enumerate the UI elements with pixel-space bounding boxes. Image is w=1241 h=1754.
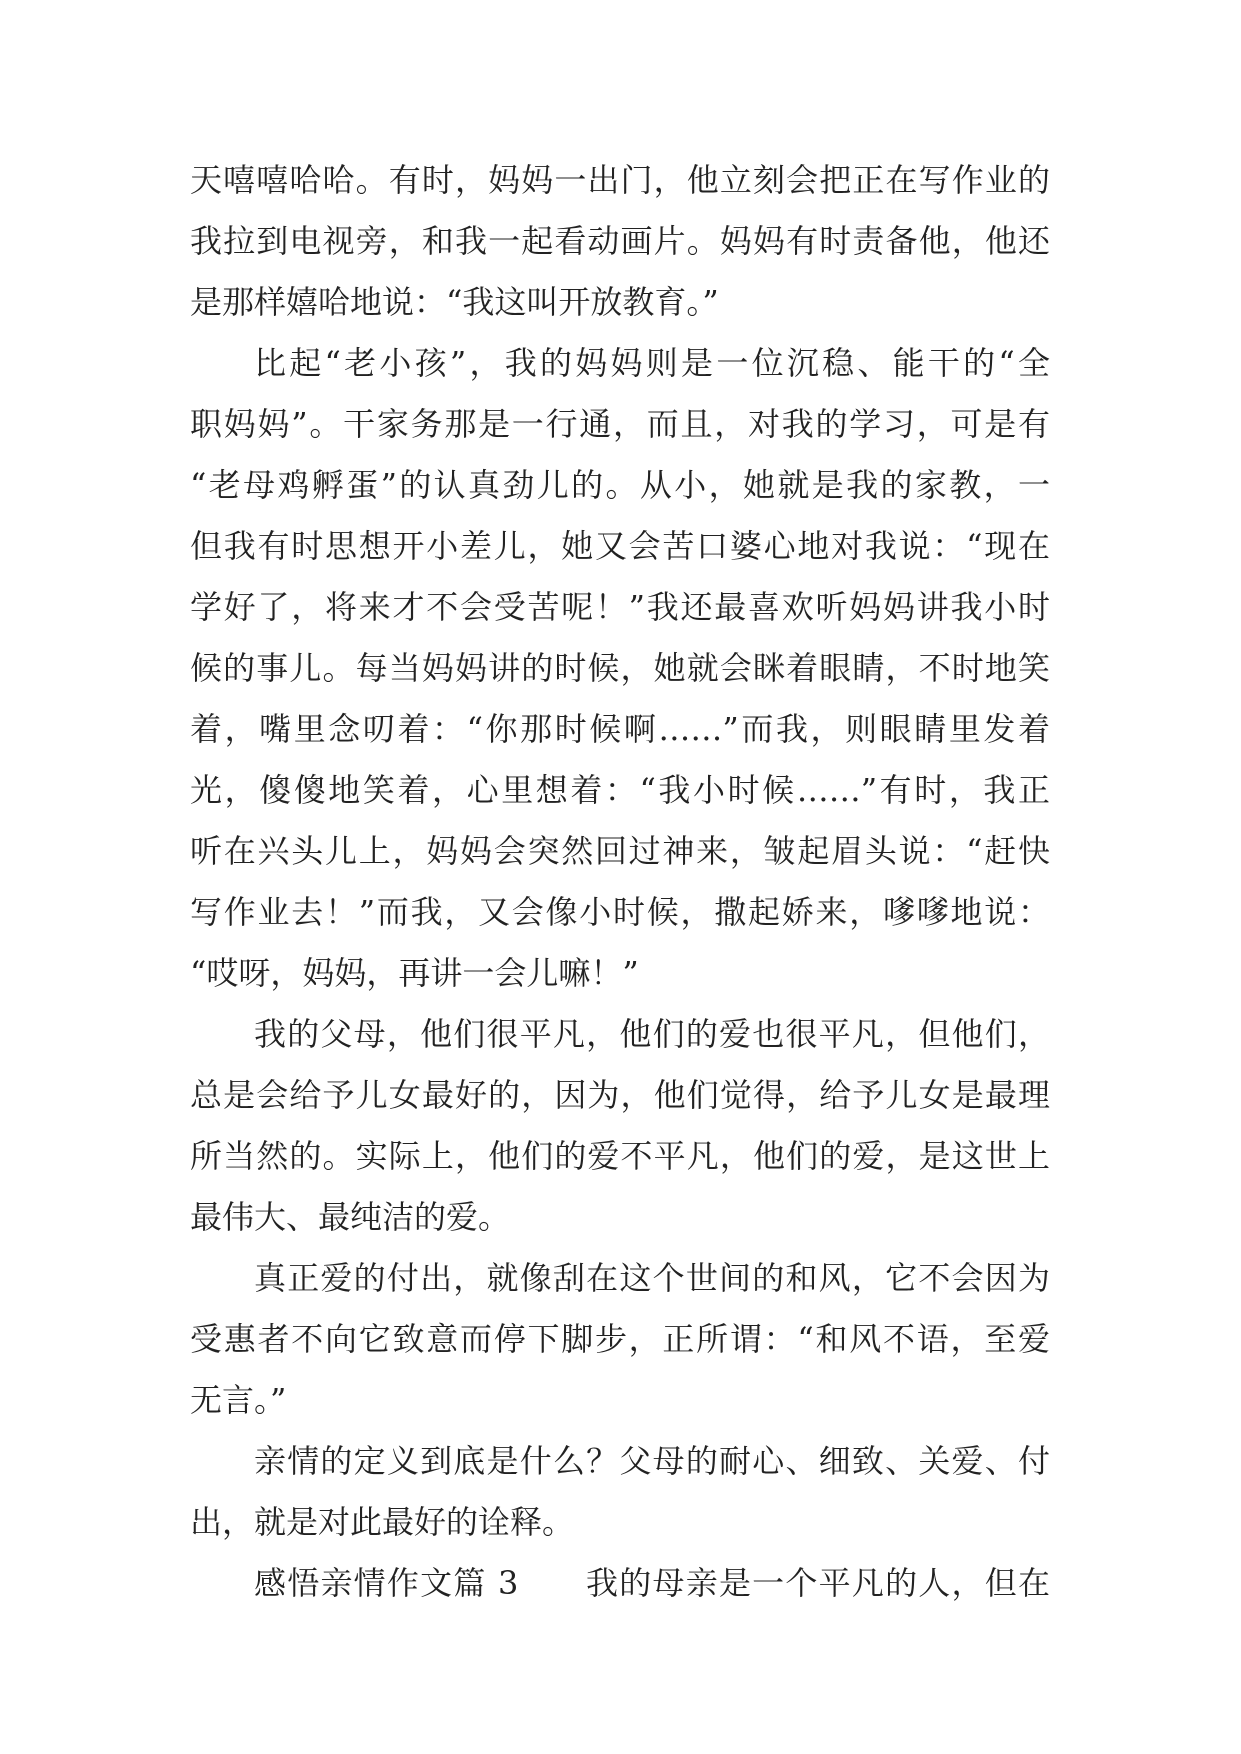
text-line: 总是会给予儿女最好的，因为，他们觉得，给予儿女是最理 <box>190 1076 1050 1114</box>
text-line: 无言。” <box>190 1381 287 1419</box>
text-line: 我拉到电视旁，和我一起看动画片。妈妈有时责备他，他还 <box>190 222 1050 260</box>
text-line: “老母鸡孵蛋”的认真劲儿的。从小，她就是我的家教，一 <box>190 466 1050 504</box>
text-line: 出，就是对此最好的诠释。 <box>190 1503 575 1541</box>
text-line: 候的事儿。每当妈妈讲的时候，她就会眯着眼睛，不时地笑 <box>190 649 1050 687</box>
text-line: 受惠者不向它致意而停下脚步，正所谓：“和风不语，至爱 <box>190 1320 1050 1358</box>
text-line: “哎呀，妈妈，再讲一会儿嘛！” <box>190 954 639 992</box>
text-line: 写作业去！”而我，又会像小时候，撒起娇来，嗲嗲地说： <box>190 893 1050 931</box>
text-line: 职妈妈”。干家务那是一行通，而且，对我的学习，可是有 <box>190 405 1050 443</box>
text-line: 最伟大、最纯洁的爱。 <box>190 1198 511 1236</box>
text-line: 着，嘴里念叨着：“你那时候啊……”而我，则眼睛里发着 <box>190 710 1050 748</box>
paragraph-start-line: 真正爱的付出，就像刮在这个世间的和风，它不会因为 <box>254 1259 1050 1297</box>
text-line: 听在兴头儿上，妈妈会突然回过神来，皱起眉头说：“赶快 <box>190 832 1050 870</box>
paragraph-start-line: 亲情的定义到底是什么？父母的耐心、细致、关爱、付 <box>254 1442 1050 1480</box>
paragraph-start-line: 我的父母，他们很平凡，他们的爱也很平凡，但他们， <box>254 1015 1050 1053</box>
text-line: 但我有时思想开小差儿，她又会苦口婆心地对我说：“现在 <box>190 527 1050 565</box>
text-line: 学好了，将来才不会受苦呢！”我还最喜欢听妈妈讲我小时 <box>190 588 1050 626</box>
paragraph-start-line: 感悟亲情作文篇 3 我的母亲是一个平凡的人，但在 <box>254 1564 1050 1602</box>
paragraph-start-line: 比起“老小孩”，我的妈妈则是一位沉稳、能干的“全 <box>254 344 1050 382</box>
text-line: 所当然的。实际上，他们的爱不平凡，他们的爱，是这世上 <box>190 1137 1050 1175</box>
text-line: 是那样嬉哈地说：“我这叫开放教育。” <box>190 283 719 321</box>
text-line: 天嘻嘻哈哈。有时，妈妈一出门，他立刻会把正在写作业的 <box>190 161 1050 199</box>
text-line: 光，傻傻地笑着，心里想着：“我小时候……”有时，我正 <box>190 771 1050 809</box>
document-page <box>190 150 1050 1614</box>
